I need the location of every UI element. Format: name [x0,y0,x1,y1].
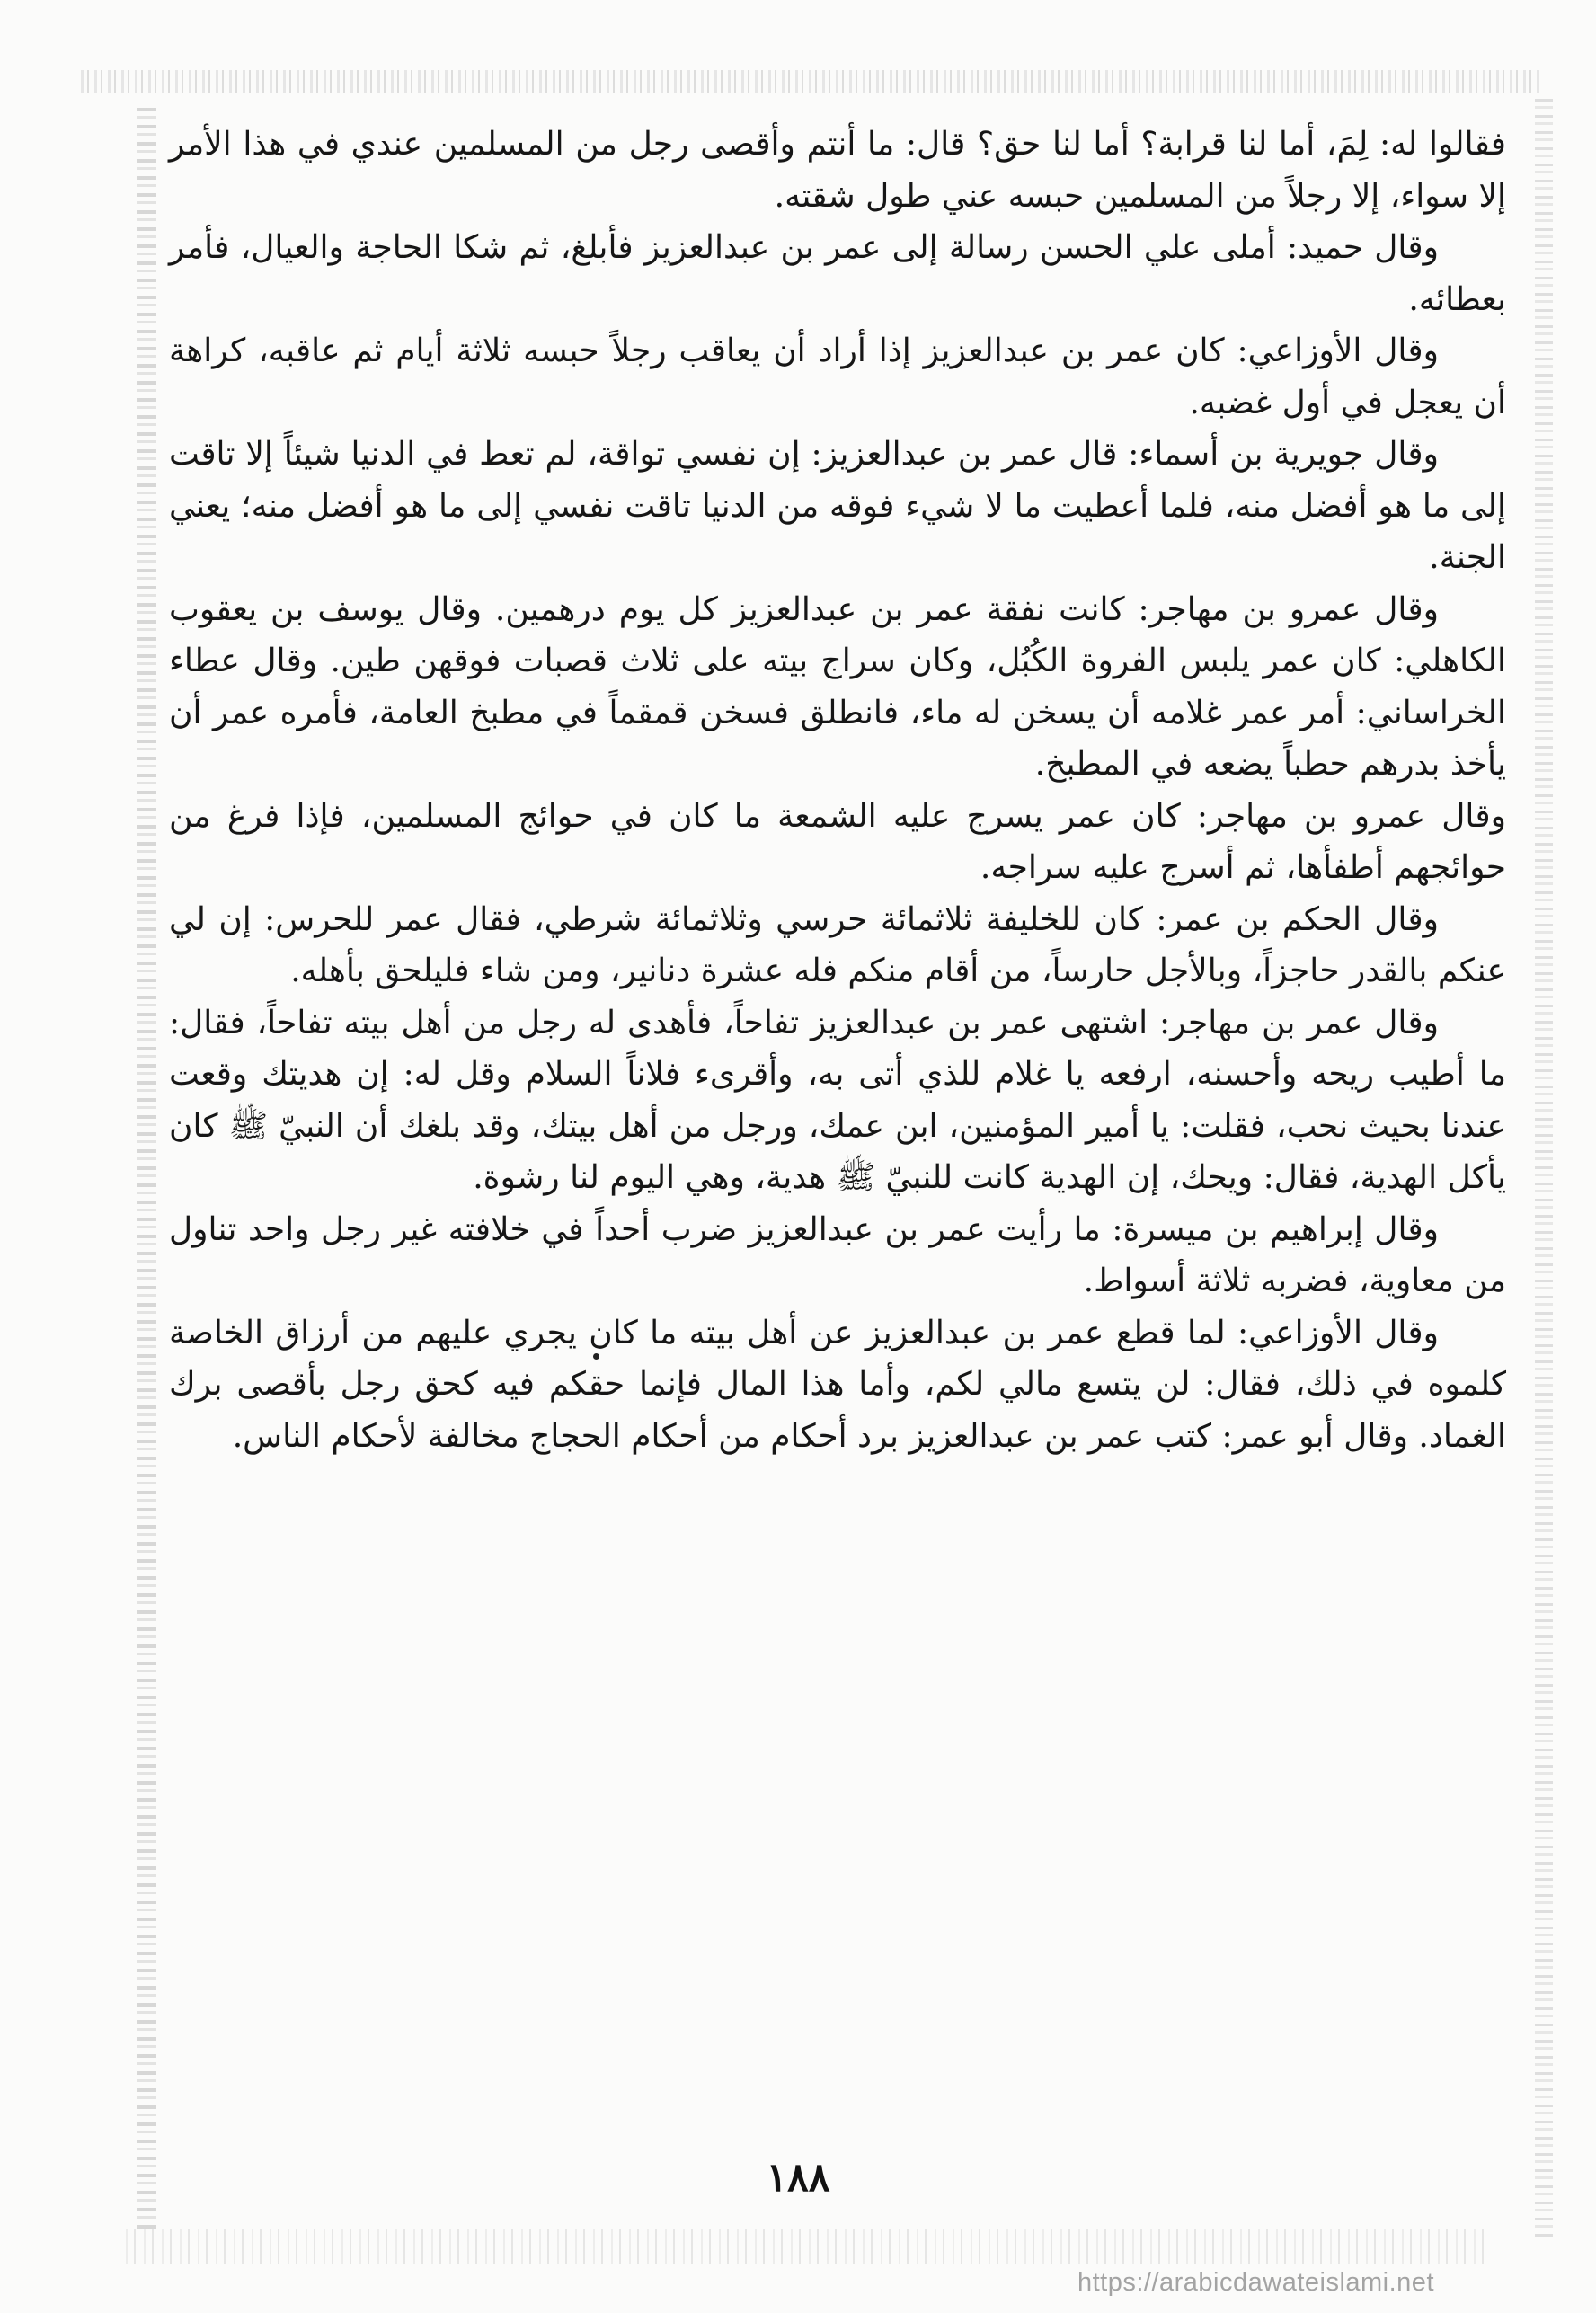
paragraph: وقال عمرو بن مهاجر: كان عمر يسرج عليه الشمعة ما كان في حوائج المسلمين، فإذا فرغ من حوائجهم أطفأها، ثم أسرج عليه سراجه. [169,797,1506,886]
paragraph: وقال جويرية بن أسماء: قال عمر بن عبدالعزيز: إن نفسي تواقة، لم تعط في الدنيا شيئاً إلا تاقت إلى ما هو أفضل منه، فلما أعطيت ما لا شيء فوقه من الدنيا تاقت نفسي إلى ما هو أفضل منه؛ يعني الجنة. [169,436,1506,576]
paragraph: وقال الأوزاعي: لما قطع عمر بن عبدالعزيز عن أهل بيته ما كان يجري عليهم من أرزاق الخاصة كلموه في ذلك، فقال: لن يتسع مالي لكم، وأما هذا المال فإنما حقكم فيه كحق رجل بأقصى برك الغماد. وقال أبو عمر: كتب عمر بن عبدالعزيز برد أحكام من أحكام الحجاج مخالفة لأحكام الناس. [169,1314,1506,1455]
paragraph: وقال إبراهيم بن ميسرة: ما رأيت عمر بن عبدالعزيز ضرب أحداً في خلافته غير رجل واحد تناول من معاوية، فضربه ثلاثة أسواط. [169,1210,1506,1299]
scan-edge-right [1535,99,1553,2238]
watermark-url: https://arabicdawateislami.net [1077,2268,1434,2297]
body-text [169,119,1506,1462]
scan-edge-top [81,70,1542,93]
page-number: ١٨٨ [766,2155,830,2201]
paragraph: وقال الحكم بن عمر: كان للخليفة ثلاثمائة حرسي وثلاثمائة شرطي، فقال عمر للحرس: إن لي عنكم بالقدر حاجزاً، وبالأجل حارساً، من أقام منكم فله عشرة دنانير، ومن شاء فليلحق بأهله. [169,900,1506,989]
scan-edge-bottom [126,2229,1488,2264]
scan-edge-left [137,108,156,2229]
paragraph: فقالوا له: لِمَ، أما لنا قرابة؟ أما لنا حق؟ قال: ما أنتم وأقصى رجل من المسلمين عندي في هذا الأمر إلا سواء، إلا رجلاً من المسلمين حبسه عني طول شقته. [169,126,1506,215]
paragraph: وقال حميد: أملى علي الحسن رسالة إلى عمر بن عبدالعزيز فأبلغ، ثم شكا الحاجة والعيال، فأمر بعطائه. [169,229,1506,318]
paragraph: وقال عمر بن مهاجر: اشتهى عمر بن عبدالعزيز تفاحاً، فأهدى له رجل من أهل بيته تفاحاً، فقال: ما أطيب ريحه وأحسنه، ارفعه يا غلام للذي أتى به، وأقرىء فلاناً السلام وقل له: إن هديتك وقعت عندنا بحيث نحب، فقلت: يا أمير المؤمنين، ابن عمك، ورجل من أهل بيتك، وقد بلغك أن النبيّ ﷺ كان يأكل الهدية، فقال: ويحك، إن الهدية كانت للنبيّ ﷺ هدية، وهي اليوم لنا رشوة. [169,1004,1506,1196]
scan-speck [593,1353,599,1360]
paragraph: وقال الأوزاعي: كان عمر بن عبدالعزيز إذا أراد أن يعاقب رجلاً حبسه ثلاثة أيام ثم عاقبه، كراهة أن يعجل في أول غضبه. [169,332,1506,421]
paragraph: وقال عمرو بن مهاجر: كانت نفقة عمر بن عبدالعزيز كل يوم درهمين. وقال يوسف بن يعقوب الكاهلي: كان عمر يلبس الفروة الكُبُل، وكان سراج بيته على ثلاث قصبات فوقهن طين. وقال عطاء الخراساني: أمر عمر غلامه أن يسخن له ماء، فانطلق فسخن قمقماً في مطبخ العامة، فأمره عمر أن يأخذ بدرهم حطباً يضعه في المطبخ. [169,590,1506,783]
